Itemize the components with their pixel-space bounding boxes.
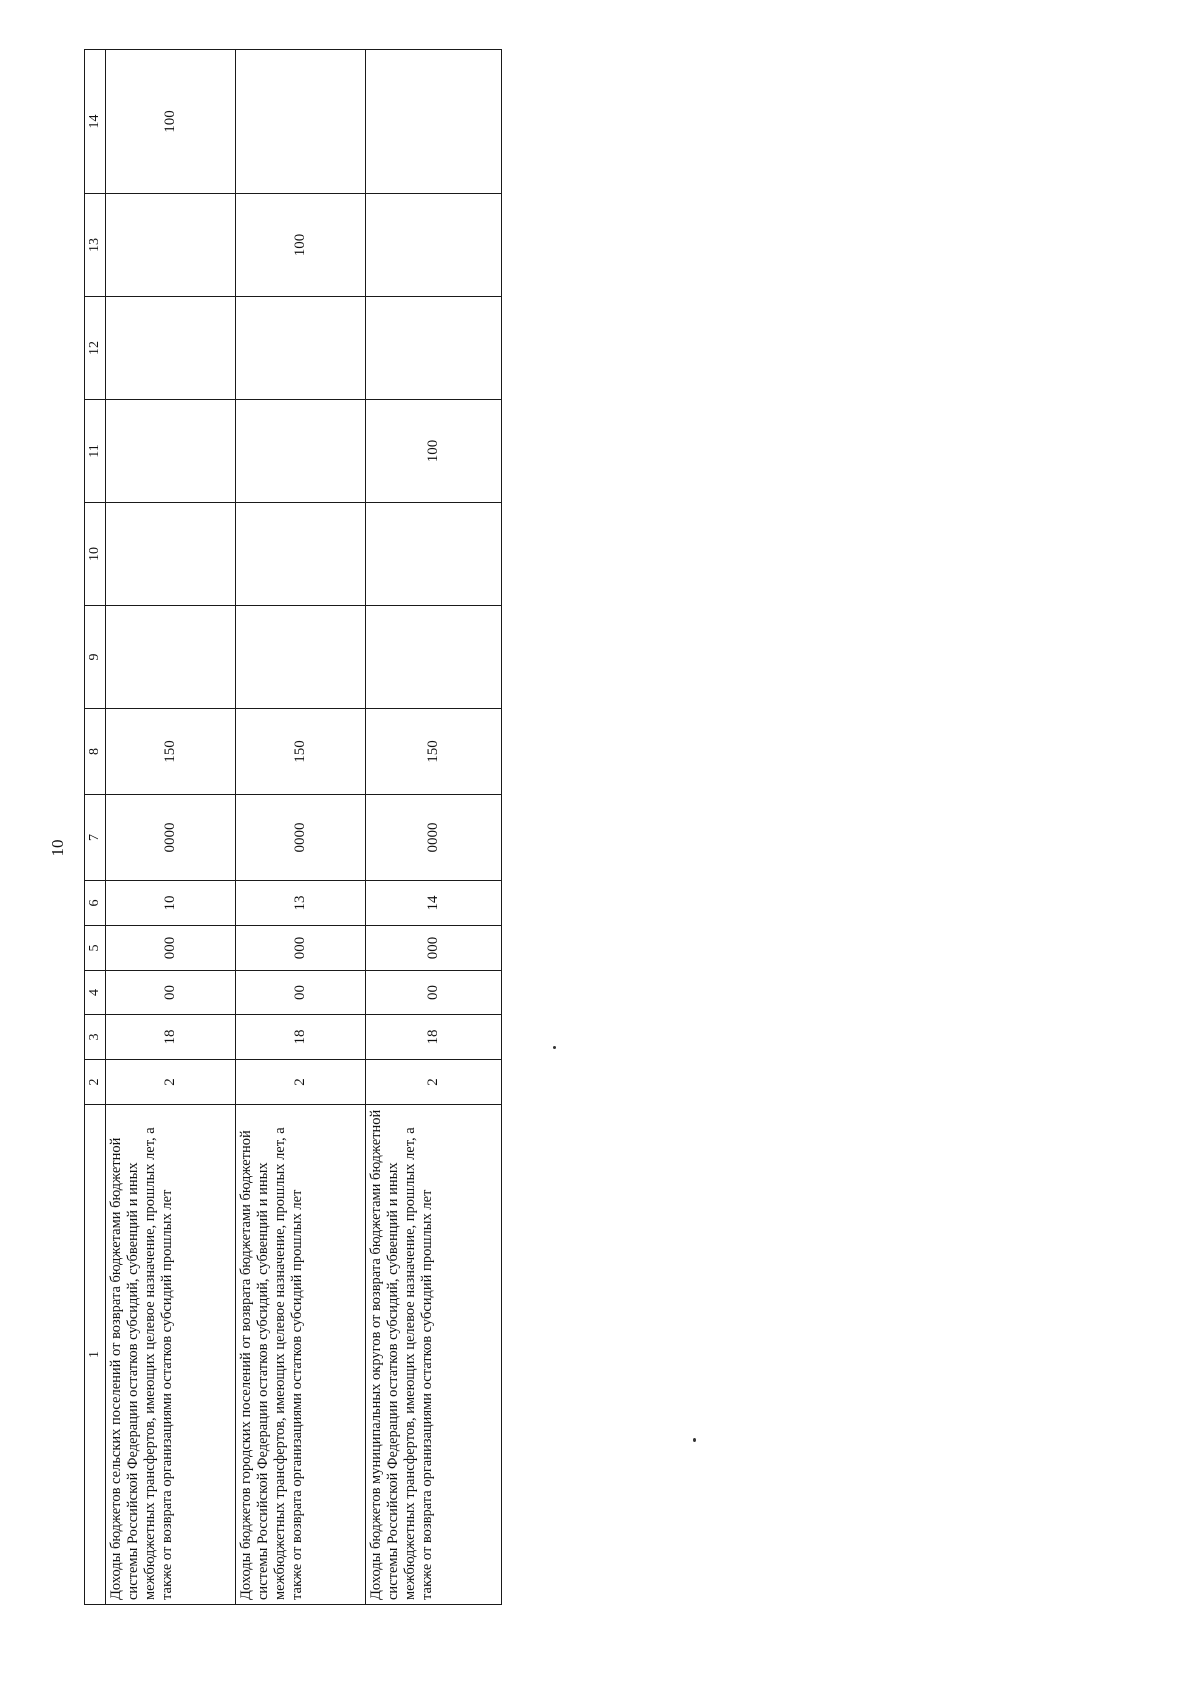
table-cell [106, 606, 236, 709]
header-cell: 13 [85, 194, 106, 297]
table-cell: 000 [236, 926, 366, 971]
table-cell: 0000 [366, 795, 502, 881]
table-cell: 18 [106, 1015, 236, 1060]
header-cell: 6 [85, 881, 106, 926]
table-cell: 150 [366, 709, 502, 795]
table-cell [366, 194, 502, 297]
table-cell: 0000 [236, 795, 366, 881]
table-cell [366, 503, 502, 606]
table-cell: 2 [366, 1060, 502, 1105]
table-row [366, 50, 502, 1605]
table-cell: 0000 [106, 795, 236, 881]
header-cell: 5 [85, 926, 106, 971]
table-cell: 00 [366, 971, 502, 1015]
table-cell [236, 50, 366, 194]
table-cell: 150 [236, 709, 366, 795]
table-cell: 18 [236, 1015, 366, 1060]
table-cell: 18 [366, 1015, 502, 1060]
row-description: Доходы бюджетов сельских поселений от возврата бюджетами бюджетной системы Российской Федерации остатков субсидий, субвенций и иных межбюджетных трансфертов, имеющих целевое назначение, прошлых лет, а также от возврата организациями остатков субсидий прошлых лет [106, 1105, 236, 1605]
header-cell: 14 [85, 50, 106, 194]
header-cell: 9 [85, 606, 106, 709]
header-row [85, 50, 106, 1605]
table-cell: 14 [366, 881, 502, 926]
budget-income-table [84, 49, 502, 1605]
row-description: Доходы бюджетов муниципальных округов от возврата бюджетами бюджетной системы Российской Федерации остатков субсидий, субвенций и иных межбюджетных трансфертов, имеющих целевое назначение, прошлых лет, а также от возврата организациями остатков субсидий прошлых лет [366, 1105, 502, 1605]
table-cell [236, 606, 366, 709]
table-cell: 100 [236, 194, 366, 297]
table-cell: 00 [236, 971, 366, 1015]
table-cell: 10 [106, 881, 236, 926]
table-cell: 000 [366, 926, 502, 971]
rotated-table-container [84, 50, 502, 1605]
header-cell: 1 [85, 1105, 106, 1605]
table-cell [236, 503, 366, 606]
header-cell: 3 [85, 1015, 106, 1060]
table-cell: 150 [106, 709, 236, 795]
table-cell [106, 503, 236, 606]
header-cell: 4 [85, 971, 106, 1015]
scan-speck [553, 1046, 556, 1049]
table-cell: 100 [366, 400, 502, 503]
table-cell [106, 194, 236, 297]
scan-speck [693, 1438, 696, 1442]
header-cell: 12 [85, 297, 106, 400]
table-cell [236, 297, 366, 400]
table-cell: 00 [106, 971, 236, 1015]
header-cell: 11 [85, 400, 106, 503]
table-cell [366, 50, 502, 194]
table-cell [236, 400, 366, 503]
table-cell [106, 297, 236, 400]
header-cell: 8 [85, 709, 106, 795]
header-cell: 2 [85, 1060, 106, 1105]
table-cell: 000 [106, 926, 236, 971]
table-row [236, 50, 366, 1605]
table-row [106, 50, 236, 1605]
table-cell [366, 606, 502, 709]
table-cell: 13 [236, 881, 366, 926]
table-cell [366, 297, 502, 400]
header-cell: 10 [85, 503, 106, 606]
table-cell: 2 [236, 1060, 366, 1105]
row-description: Доходы бюджетов городских поселений от возврата бюджетами бюджетной системы Российской Федерации остатков субсидий, субвенций и иных межбюджетных трансфертов, имеющих целевое назначение, прошлых лет, а также от возврата организациями остатков субсидий прошлых лет [236, 1105, 366, 1605]
table-cell [106, 400, 236, 503]
table-cell: 2 [106, 1060, 236, 1105]
table-cell: 100 [106, 50, 236, 194]
header-cell: 7 [85, 795, 106, 881]
page-number: 10 [48, 839, 67, 857]
